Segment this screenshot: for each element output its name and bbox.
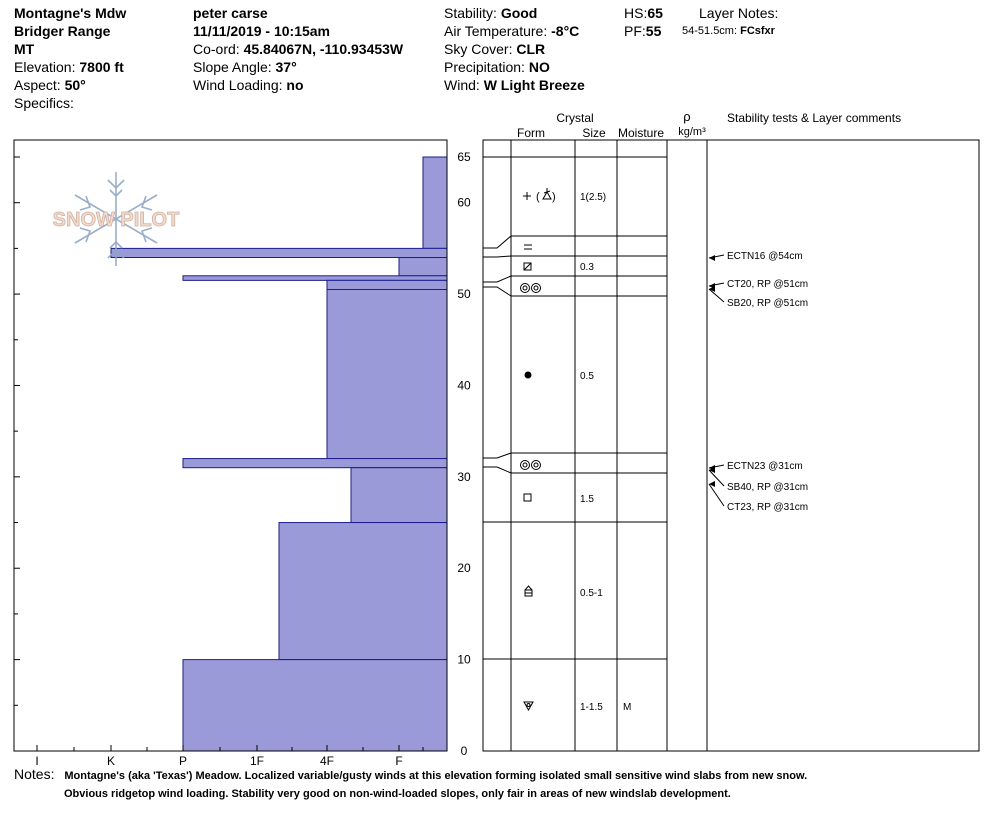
pf-value: 55	[645, 23, 662, 39]
wind-loading-label: Wind Loading:	[193, 77, 287, 93]
logo-text: SNOW PILOT	[52, 209, 180, 231]
hardness-tick-label: I	[35, 754, 39, 768]
stability-test-label: ECTN23 @31cm	[727, 461, 803, 472]
depth-tick-label: 10	[457, 652, 471, 667]
hardness-tick-label: K	[106, 754, 116, 768]
aspect-value: 50°	[64, 77, 86, 93]
layer-connector	[483, 276, 511, 282]
moisture-header: Moisture	[617, 126, 665, 140]
slope-label: Slope Angle:	[193, 59, 276, 75]
air-temp-value: -8°C	[551, 23, 580, 39]
stability-test-label: ECTN16 @54cm	[727, 251, 803, 262]
melt-freeze-icon	[521, 284, 541, 293]
layer-connector	[483, 287, 511, 296]
profile-bar	[183, 459, 447, 468]
stability-test-label: CT20, RP @51cm	[727, 279, 809, 290]
profile-bar	[111, 248, 447, 257]
profile-bar	[399, 258, 447, 276]
hardness-profile-bars	[111, 157, 447, 751]
elevation-value: 7800 ft	[79, 59, 124, 75]
elevation-label: Elevation:	[14, 59, 80, 75]
density-symbol: ρ	[683, 109, 691, 124]
hardness-tick-label: 4F	[319, 754, 335, 768]
depth-tick-label: 40	[457, 378, 471, 393]
depth-tick-label: 65	[457, 150, 471, 164]
hardness-tick-label: F	[395, 754, 403, 768]
layer-note-range: 54-51.5cm:	[682, 25, 741, 37]
size-header: Size	[582, 126, 606, 140]
rounded-grains-icon	[525, 372, 531, 378]
aspect-label: Aspect:	[14, 77, 65, 93]
observer-name: peter carse	[193, 5, 268, 21]
layer-size: 1.5	[580, 494, 594, 505]
layer-connector	[483, 453, 511, 458]
melt-freeze-crust-icon	[521, 461, 541, 470]
wind-label: Wind:	[444, 77, 484, 93]
stability-value: Good	[500, 5, 538, 21]
hs-label: HS:	[624, 5, 648, 21]
layer-connector	[483, 467, 511, 473]
wind-value: W Light Breeze	[483, 77, 585, 93]
precip-label: Precipitation:	[444, 59, 529, 75]
stability-label: Stability:	[444, 5, 501, 21]
precip-value: NO	[528, 59, 550, 75]
profile-bar	[279, 523, 447, 660]
slope-value: 37°	[275, 59, 297, 75]
sky-cover-value: CLR	[516, 41, 546, 57]
comments-header: Stability tests & Layer comments	[727, 111, 902, 125]
specifics-label: Specifics:	[14, 95, 74, 111]
stability-test-arrowhead	[709, 255, 715, 261]
profile-bar	[423, 157, 447, 248]
layer-size: 1-1.5	[580, 702, 603, 713]
profile-bar	[327, 280, 447, 289]
density-unit: kg/m³	[678, 126, 706, 138]
hs-value: 65	[647, 5, 663, 21]
range-name: Bridger Range	[14, 23, 111, 39]
hardness-tick-label: P	[178, 754, 188, 768]
stability-test-pointer	[709, 484, 724, 506]
svg-text:): )	[552, 191, 556, 203]
depth-tick-label: 0	[460, 744, 468, 758]
melt-forms-icon	[524, 702, 533, 710]
stability-test-label: SB40, RP @31cm	[727, 482, 809, 493]
state-name: MT	[14, 41, 35, 57]
notes-line-2: Obvious ridgetop wind loading. Stability very good on non-wind-loaded slopes, only fair in areas of new windslab development.	[64, 788, 731, 800]
depth-hoar-icon	[525, 586, 532, 596]
profile-bar	[327, 290, 447, 459]
stability-test-label: CT23, RP @31cm	[727, 502, 809, 513]
crystal-header: Crystal	[556, 111, 594, 125]
air-temp-label: Air Temperature:	[444, 23, 552, 39]
layer-notes-label: Layer Notes:	[699, 5, 779, 21]
layer-size: 0.3	[580, 262, 594, 273]
faceted-crystals-icon	[524, 494, 531, 501]
depth-tick-label: 60	[457, 195, 471, 210]
svg-text:(: (	[536, 191, 540, 203]
faceted-rounded-icon	[524, 263, 531, 270]
layer-size: 0.5-1	[580, 588, 603, 599]
profile-bar	[183, 660, 447, 751]
layer-size: 0.5	[580, 371, 594, 382]
observation-datetime: 11/11/2019 - 10:15am	[193, 23, 331, 39]
depth-tick-label: 20	[457, 561, 471, 576]
profile-bar	[351, 468, 447, 523]
crystal-forms	[521, 188, 556, 710]
location-name: Montagne's Mdw	[14, 5, 127, 21]
wind-loading-value: no	[286, 77, 304, 93]
hardness-tick-label: 1F	[249, 754, 265, 768]
precipitation-particles-icon	[523, 188, 556, 203]
surface-hoar-equals-icon	[524, 245, 532, 249]
notes-section	[14, 766, 807, 782]
depth-tick-label: 50	[457, 287, 471, 302]
coord-value: 45.84067N, -110.93453W	[243, 41, 404, 57]
layer-note-value: FCsfxr	[740, 25, 775, 37]
layer-moisture: M	[623, 702, 632, 713]
form-header: Form	[517, 126, 545, 140]
sky-cover-label: Sky Cover:	[444, 41, 517, 57]
layer-connector	[483, 256, 511, 257]
layer-connector	[483, 236, 511, 248]
pf-label: PF:	[624, 23, 646, 39]
notes-label: Notes:	[14, 766, 55, 782]
notes-line-1: Montagne's (aka 'Texas') Meadow. Localized variable/gusty winds at this elevation forming isolated small sensitive wind slabs from new snow.	[64, 770, 808, 782]
depth-tick-label: 30	[457, 469, 471, 484]
stability-test-annotations	[709, 251, 808, 513]
stability-test-pointer	[709, 289, 724, 302]
stability-test-label: SB20, RP @51cm	[727, 298, 809, 309]
coord-label: Co-ord:	[193, 41, 244, 57]
profile-bar	[183, 276, 447, 281]
layer-size: 1(2.5)	[580, 192, 607, 203]
